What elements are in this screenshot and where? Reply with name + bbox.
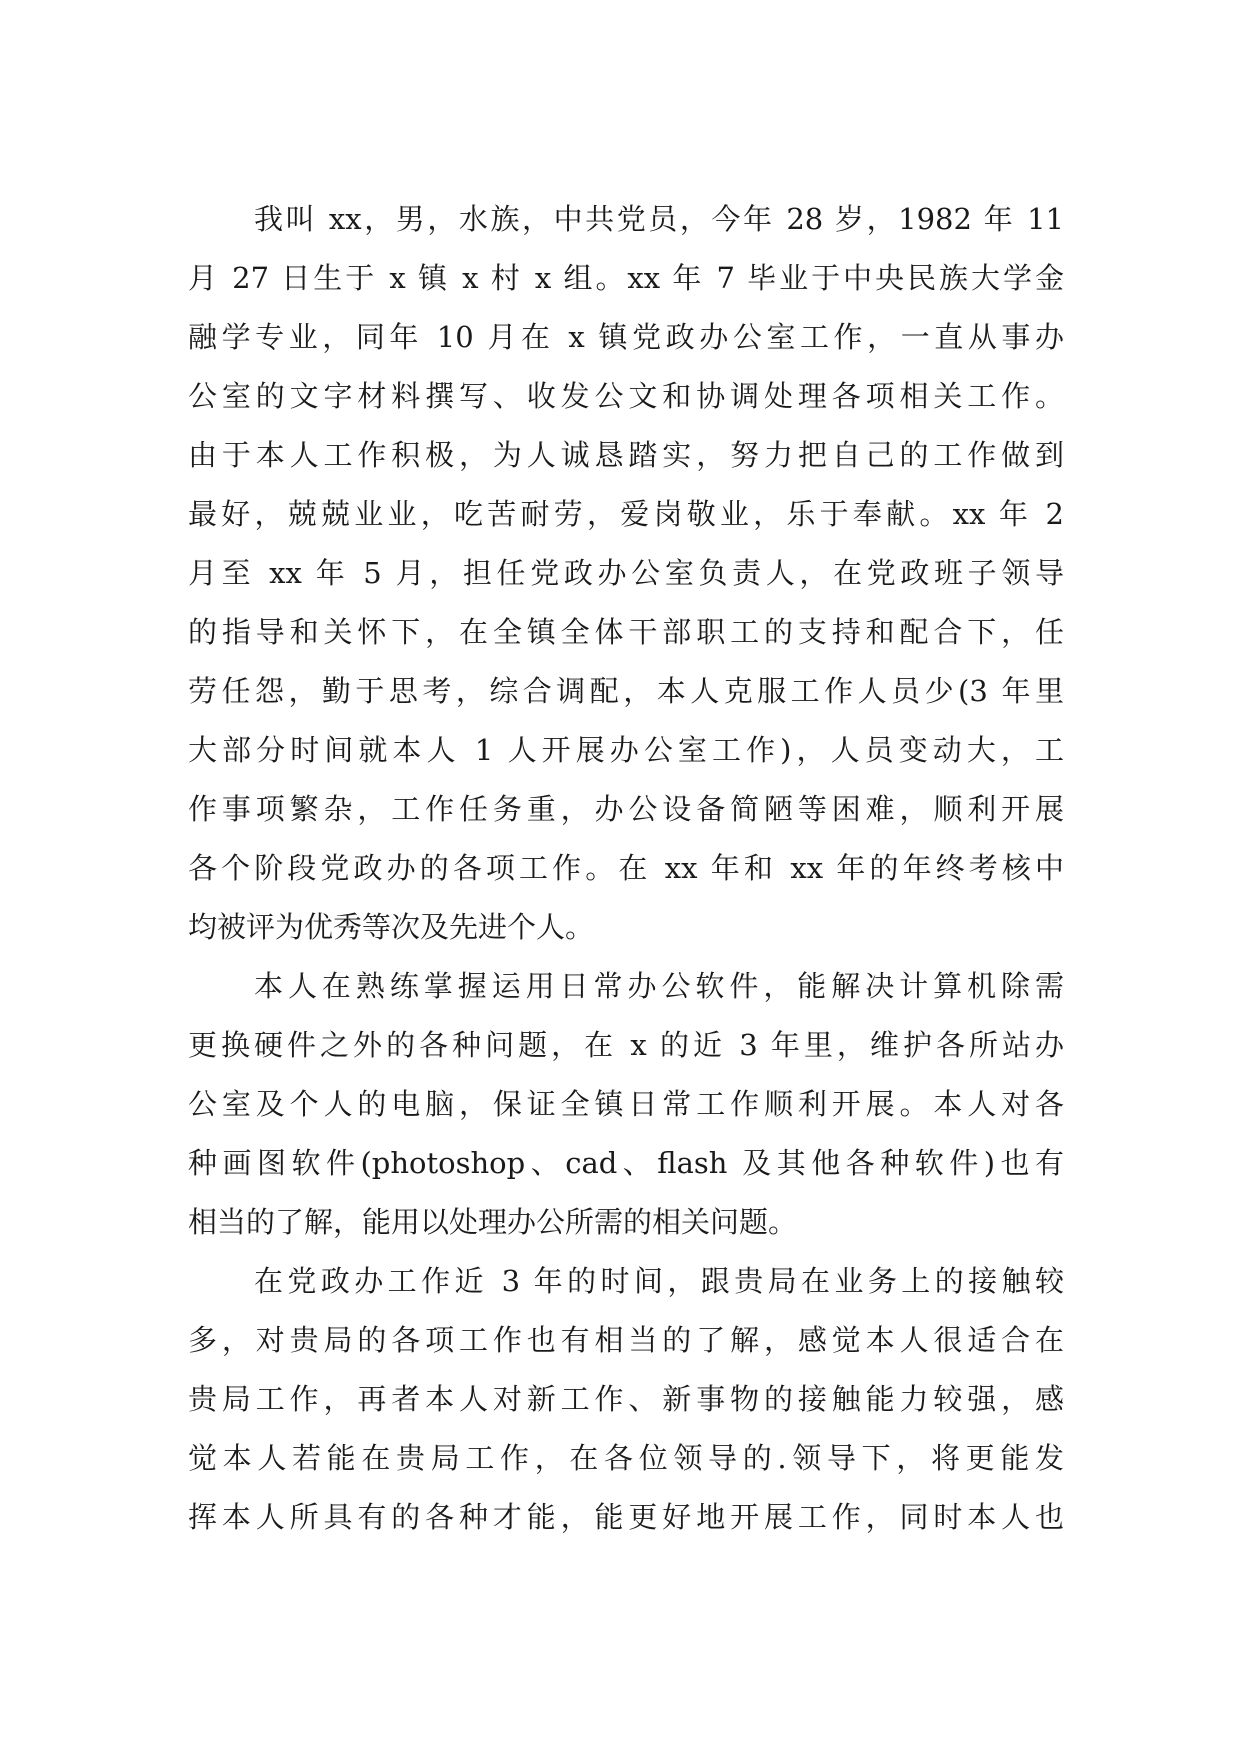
text-line: 多，对贵局的各项工作也有相当的了解，感觉本人很适合在: [188, 1323, 1064, 1357]
text-line: 贵局工作，再者本人对新工作、新事物的接触能力较强，感: [188, 1382, 1064, 1416]
text-line: 觉本人若能在贵局工作，在各位领导的.领导下，将更能发: [188, 1441, 1064, 1475]
text-line: 公室的文字材料撰写、收发公文和协调处理各项相关工作。: [188, 379, 1064, 413]
paragraph-2: [188, 957, 1064, 1252]
document-body: [188, 190, 1064, 1547]
text-line: 各个阶段党政办的各项工作。在 xx 年和 xx 年的年终考核中: [188, 851, 1064, 885]
text-line: 大部分时间就本人 1 人开展办公室工作)，人员变动大，工: [188, 733, 1064, 767]
text-line: 融学专业，同年 10 月在 x 镇党政办公室工作，一直从事办: [188, 320, 1064, 354]
text-line: 月 27 日生于 x 镇 x 村 x 组。xx 年 7 毕业于中央民族大学金: [188, 261, 1064, 295]
text-line: 由于本人工作积极，为人诚恳踏实，努力把自己的工作做到: [188, 438, 1064, 472]
text-line: 均被评为优秀等次及先进个人。: [188, 910, 595, 944]
text-line: 我叫 xx，男，水族，中共党员，今年 28 岁，1982 年 11: [254, 202, 1064, 236]
paragraph-1: [188, 190, 1064, 957]
text-line: 的指导和关怀下，在全镇全体干部职工的支持和配合下，任: [188, 615, 1064, 649]
text-line: 劳任怨，勤于思考，综合调配，本人克服工作人员少(3 年里: [188, 674, 1064, 708]
text-line: 更换硬件之外的各种问题，在 x 的近 3 年里，维护各所站办: [188, 1028, 1064, 1062]
text-line: 最好，兢兢业业，吃苦耐劳，爱岗敬业，乐于奉献。xx 年 2: [188, 497, 1064, 531]
text-line: 挥本人所具有的各种才能，能更好地开展工作，同时本人也: [188, 1500, 1064, 1534]
text-line: 公室及个人的电脑，保证全镇日常工作顺利开展。本人对各: [188, 1087, 1064, 1121]
paragraph-3: [188, 1252, 1064, 1547]
text-line: 在党政办工作近 3 年的时间，跟贵局在业务上的接触较: [254, 1264, 1064, 1298]
text-line: 作事项繁杂，工作任务重，办公设备简陋等困难，顺利开展: [188, 792, 1064, 826]
text-line: 相当的了解，能用以处理办公所需的相关问题。: [188, 1205, 798, 1239]
text-line: 种画图软件(photoshop、cad、flash 及其他各种软件)也有: [188, 1146, 1064, 1180]
text-line: 本人在熟练掌握运用日常办公软件，能解决计算机除需: [254, 969, 1064, 1003]
text-line: 月至 xx 年 5 月，担任党政办公室负责人，在党政班子领导: [188, 556, 1064, 590]
